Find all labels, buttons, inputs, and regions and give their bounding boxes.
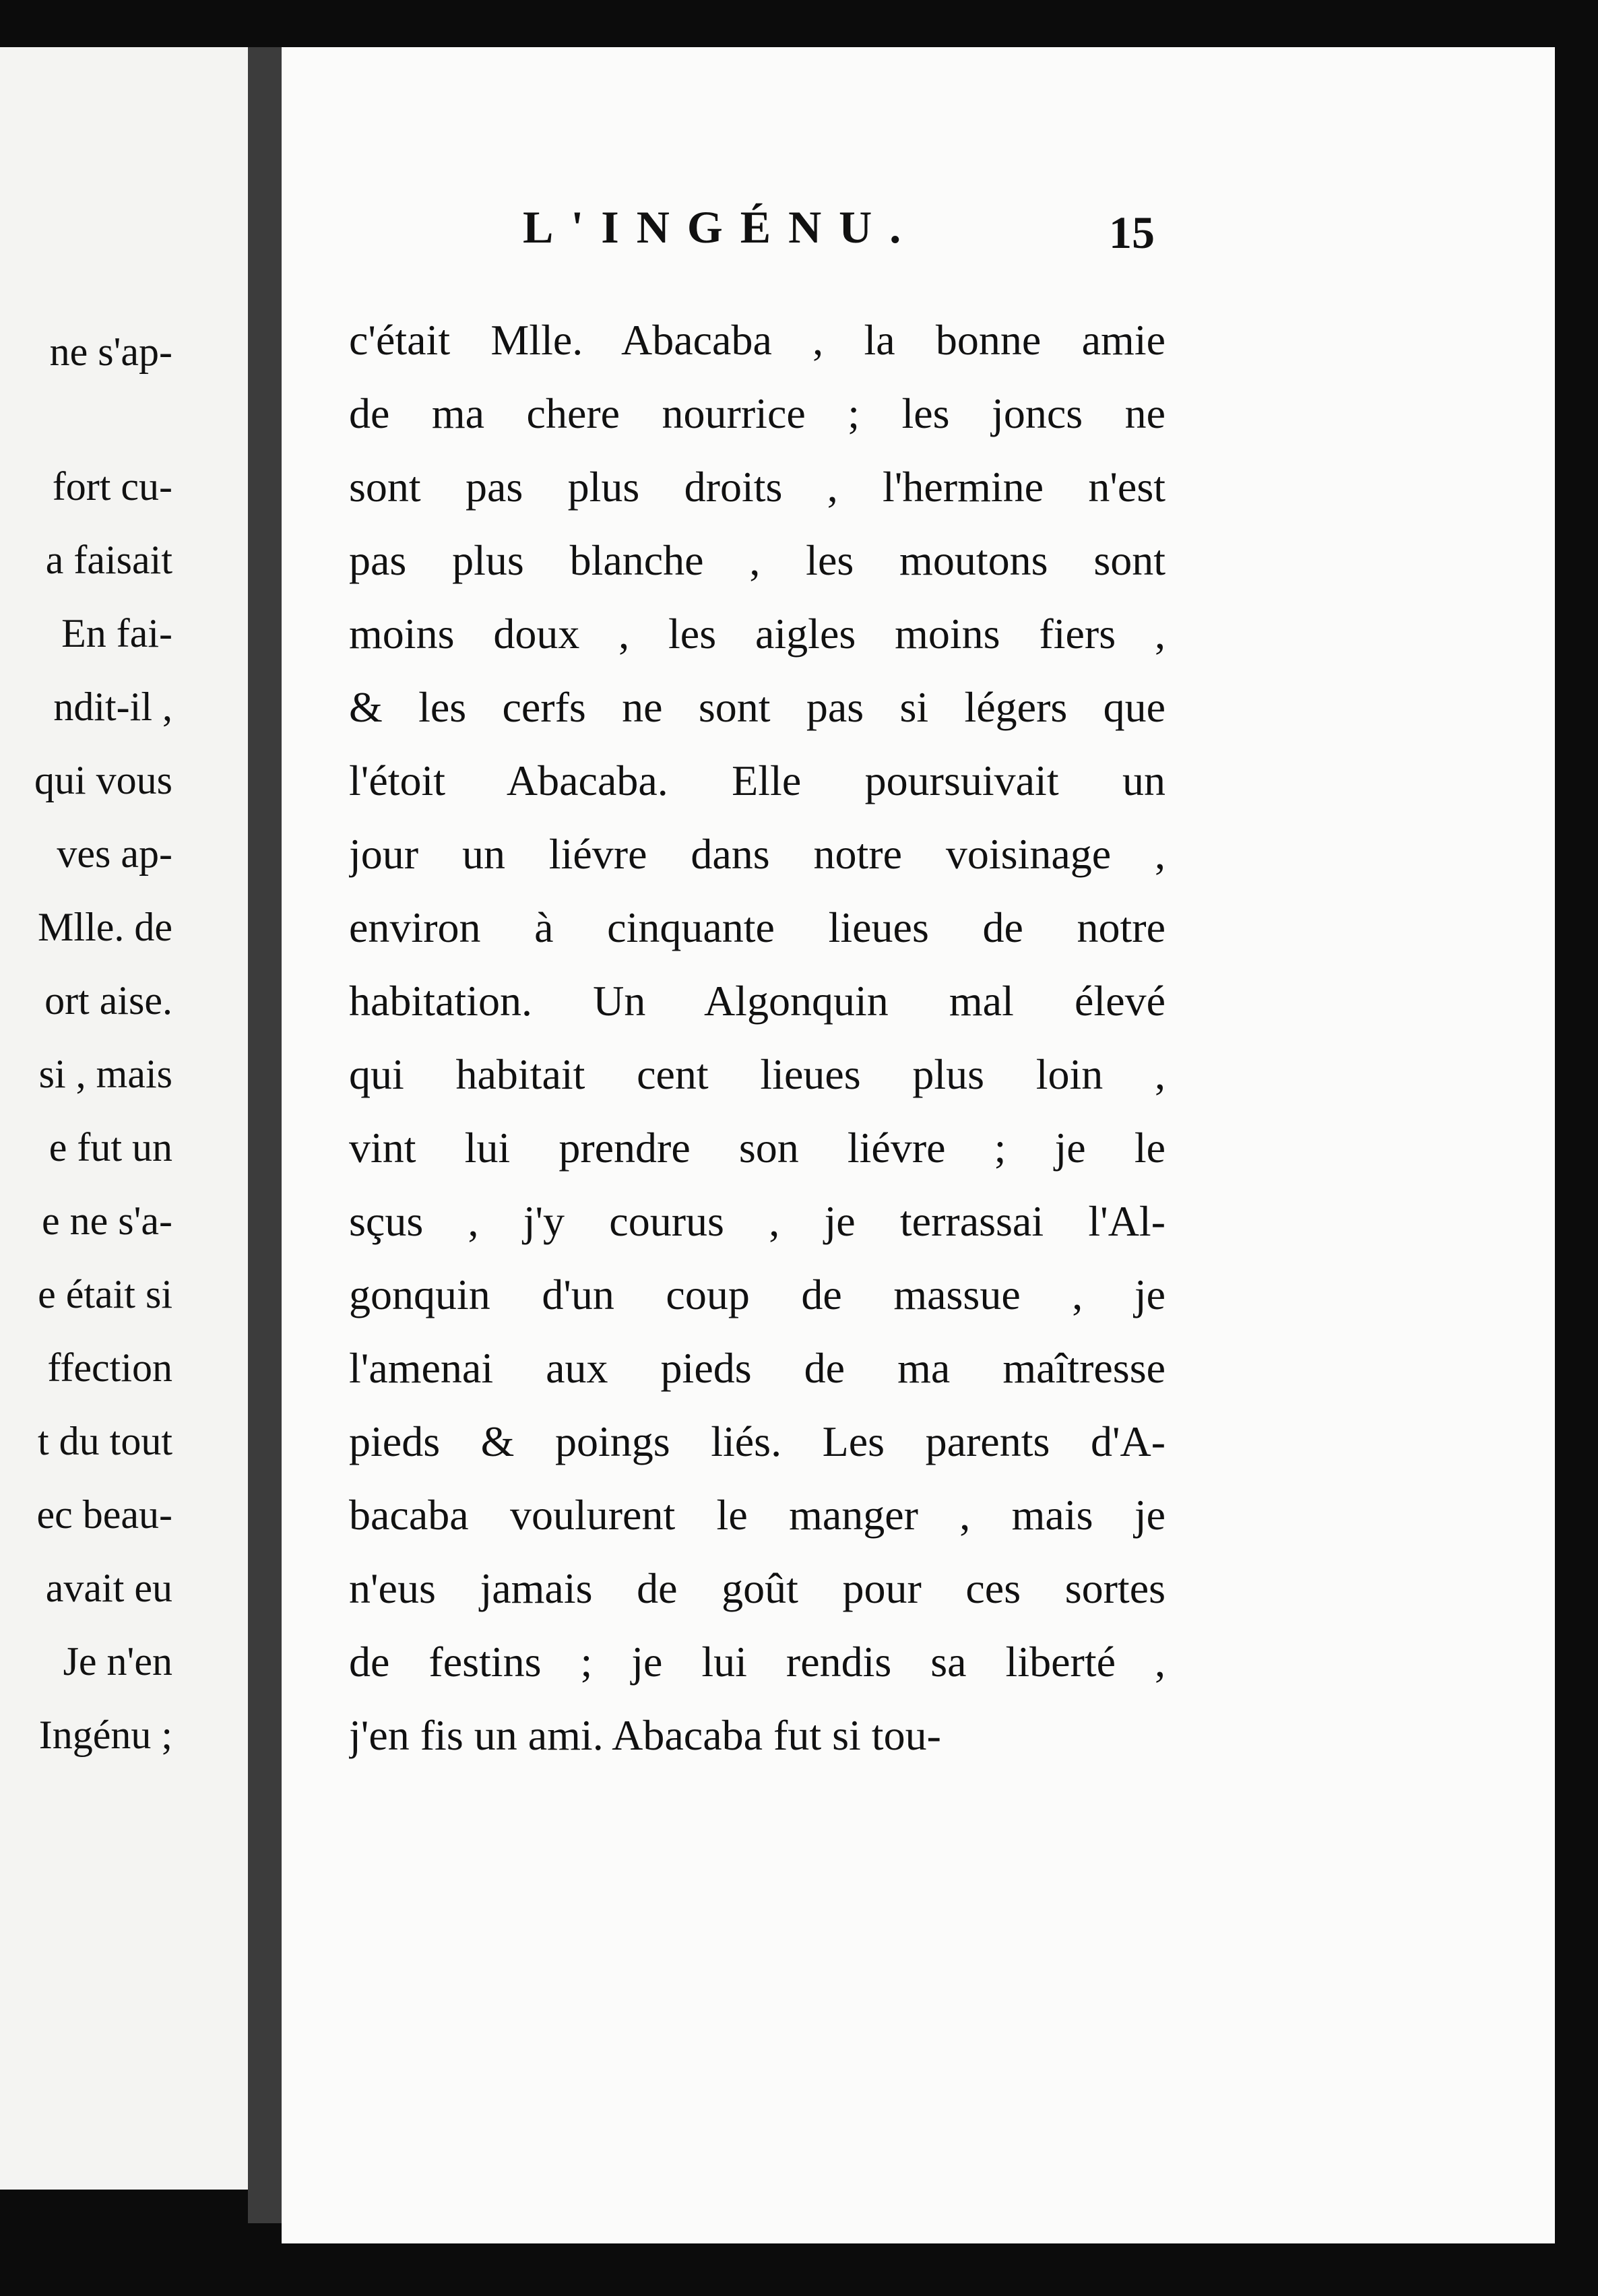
text-line: jour un liévre dans notre voisinage ,: [349, 830, 1165, 878]
text-line: vint lui prendre son liévre ; je le: [349, 1124, 1165, 1172]
left-line: ort aise.: [44, 978, 172, 1023]
text-line: moins doux , les aigles moins fiers ,: [349, 610, 1165, 658]
left-line: Mlle. de: [38, 905, 172, 949]
text-line: bacaba voulurent le manger , mais je: [349, 1491, 1165, 1539]
text-line: gonquin d'un coup de massue , je: [349, 1271, 1165, 1318]
running-head: L'INGÉNU.: [523, 201, 919, 253]
left-line: ec beau-: [36, 1492, 172, 1537]
left-line: ndit-il ,: [53, 684, 172, 729]
left-line: e fut un: [49, 1125, 172, 1170]
text-line: qui habitait cent lieues plus loin ,: [349, 1050, 1165, 1098]
text-line: sçus , j'y courus , je terrassai l'Al-: [349, 1197, 1165, 1245]
left-line: a faisait: [45, 538, 172, 582]
left-line: ffection: [47, 1345, 172, 1390]
left-line: t du tout: [37, 1419, 172, 1463]
text-line: pieds & poings liés. Les parents d'A-: [349, 1417, 1165, 1465]
text-line: j'en fis un ami. Abacaba fut si tou-: [349, 1711, 941, 1759]
text-line: sont pas plus droits , l'hermine n'est: [349, 463, 1165, 511]
left-line: e ne s'a-: [41, 1199, 172, 1243]
left-page: [0, 47, 248, 2190]
book-gutter: [248, 47, 282, 2223]
body-text: [349, 303, 1165, 1772]
text-line: environ à cinquante lieues de notre: [349, 903, 1165, 951]
left-line: En fai-: [61, 611, 172, 656]
left-line: ves ap-: [57, 831, 172, 876]
right-page: [282, 47, 1555, 2243]
text-line: n'eus jamais de goût pour ces sortes: [349, 1564, 1165, 1612]
left-line: avait eu: [45, 1566, 172, 1610]
left-line: Je n'en: [63, 1639, 172, 1684]
text-line: de festins ; je lui rendis sa liberté ,: [349, 1638, 1165, 1686]
left-line: fort cu-: [52, 464, 172, 509]
left-line: e était si: [38, 1272, 172, 1316]
left-line: qui vous: [34, 758, 172, 802]
left-line: si , mais: [38, 1052, 172, 1096]
left-line: Ingénu ;: [38, 1713, 172, 1757]
text-line: de ma chere nourrice ; les joncs ne: [349, 389, 1165, 437]
text-line: c'était Mlle. Abacaba , la bonne amie: [349, 316, 1165, 364]
left-line: ne s'ap-: [49, 329, 172, 374]
text-line: pas plus blanche , les moutons sont: [349, 536, 1165, 584]
page-number: 15: [1109, 207, 1155, 258]
text-line: & les cerfs ne sont pas si légers que: [349, 683, 1165, 731]
text-line: l'amenai aux pieds de ma maîtresse: [349, 1344, 1165, 1392]
text-line: l'étoit Abacaba. Elle poursuivait un: [349, 757, 1165, 804]
text-line: habitation. Un Algonquin mal élevé: [349, 977, 1165, 1025]
